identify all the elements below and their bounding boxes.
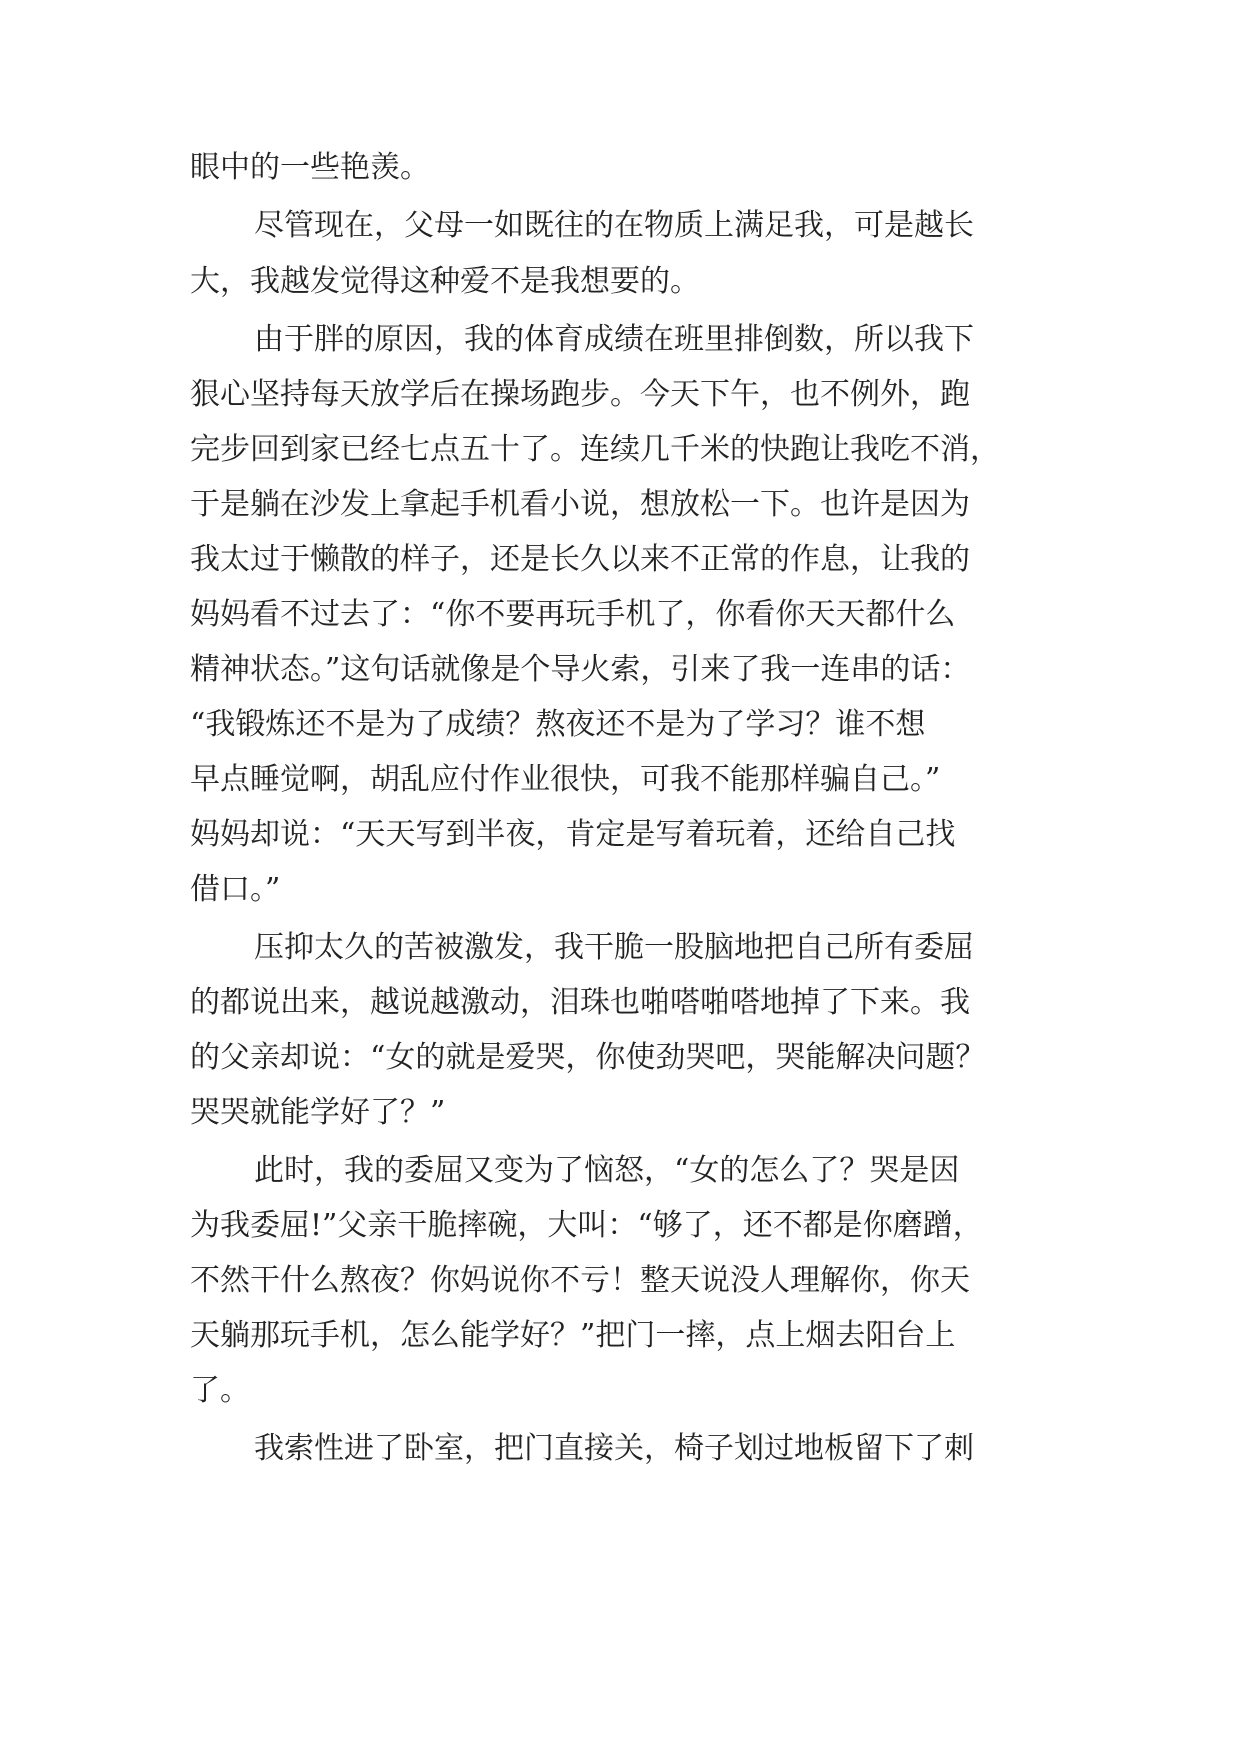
- text-line: 我太过于懒散的样子，还是长久以来不正常的作息，让我的: [190, 542, 970, 577]
- text-line: 由于胖的原因，我的体育成绩在班里排倒数，所以我下: [254, 322, 974, 357]
- text-line: 借口。”: [190, 872, 281, 907]
- text-line: 为我委屈!”父亲干脆摔碗，大叫：“够了，还不都是你磨蹭，: [190, 1208, 983, 1243]
- text-line: 的父亲却说：“女的就是爱哭，你使劲哭吧，哭能解决问题？: [190, 1040, 986, 1075]
- text-line: 精神状态。”这句话就像是个导火索，引来了我一连串的话：: [190, 652, 971, 687]
- text-line: 天躺那玩手机，怎么能学好？”把门一摔，点上烟去阳台上: [190, 1318, 956, 1353]
- text-line: 妈妈却说：“天天写到半夜，肯定是写着玩着，还给自己找: [190, 817, 956, 852]
- text-line: 妈妈看不过去了：“你不要再玩手机了，你看你天天都什么: [190, 597, 956, 632]
- text-line: 此时，我的委屈又变为了恼怒，“女的怎么了？哭是因: [254, 1153, 960, 1188]
- text-line: 哭哭就能学好了？”: [190, 1095, 446, 1130]
- text-line: 早点睡觉啊，胡乱应付作业很快，可我不能那样骗自己。”: [190, 762, 941, 797]
- text-line: 不然干什么熬夜？你妈说你不亏！整天说没人理解你，你天: [190, 1263, 970, 1298]
- text-line: 尽管现在，父母一如既往的在物质上满足我，可是越长: [254, 208, 974, 243]
- text-line: 于是躺在沙发上拿起手机看小说，想放松一下。也许是因为: [190, 487, 970, 522]
- text-line: 完步回到家已经七点五十了。连续几千米的快跑让我吃不消，: [190, 432, 1000, 467]
- text-line: 的都说出来，越说越激动，泪珠也啪嗒啪嗒地掉了下来。我: [190, 985, 970, 1020]
- text-line: 压抑太久的苦被激发，我干脆一股脑地把自己所有委屈: [254, 930, 974, 965]
- text-line: 我索性进了卧室，把门直接关，椅子划过地板留下了刺: [254, 1431, 974, 1466]
- text-line: 眼中的一些艳羡。: [190, 150, 430, 185]
- text-line: 大，我越发觉得这种爱不是我想要的。: [190, 264, 700, 299]
- text-line: 了。: [190, 1373, 250, 1408]
- text-line: 狠心坚持每天放学后在操场跑步。今天下午，也不例外，跑: [190, 377, 970, 412]
- text-line: “我锻炼还不是为了成绩？熬夜还不是为了学习？谁不想: [190, 707, 926, 742]
